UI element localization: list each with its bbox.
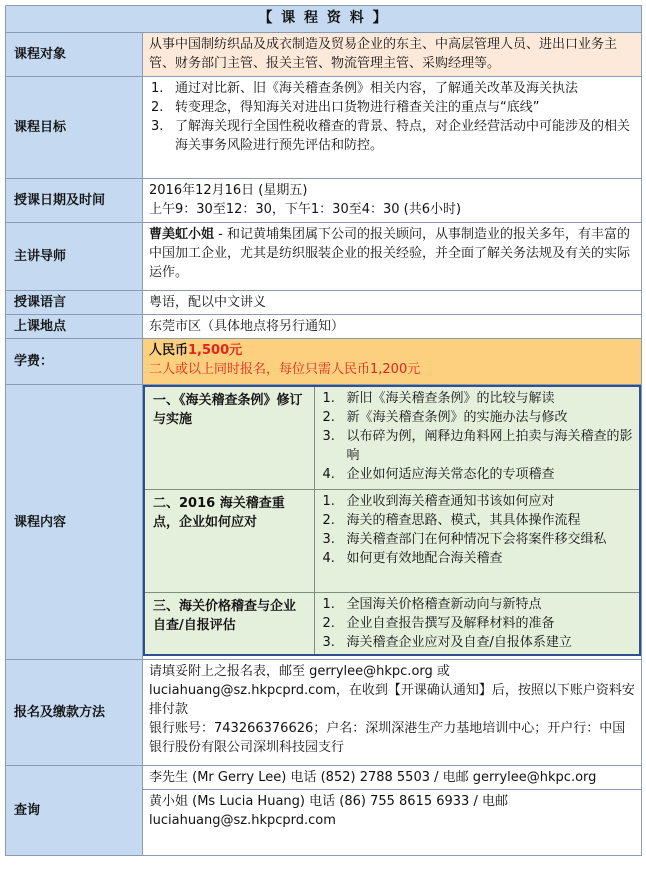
fee-cell [143, 339, 642, 385]
objectives-label: 课程目标 [6, 77, 143, 179]
content-cell [143, 385, 642, 660]
enquiry-cell [143, 766, 642, 856]
module-item: 3. 海关稽查部门在何种情况下会将案件移交缉私 [322, 531, 607, 547]
audience-text: 从事中国制纺织品及成衣制造及贸易企业的东主、中高层管理人员、进出口业务主管、财务部门主管、报关主管、物流管理主管、采购经理等。 [143, 33, 642, 77]
instructor-label: 主讲导师 [6, 223, 143, 291]
module-item: 2. 新《海关稽查条例》的实施办法与修改 [322, 410, 568, 425]
language-label: 授课语言 [6, 291, 143, 315]
module-title: 一、《海关稽查条例》修订与实施 [144, 386, 314, 489]
sheet-header: 【 课 程 资 料 】 [6, 6, 642, 33]
bank-details: 银行账号：743266376626；户名：深圳深港生产力基地培训中心；开户行：中国银行股份有限公司深圳科技园支行 [149, 721, 626, 755]
audience-label: 课程对象 [6, 33, 143, 77]
registration-label: 报名及缴款方法 [6, 660, 143, 766]
objectives-cell [143, 77, 642, 179]
registration-instructions: 请填妥附上之报名表，邮至 gerrylee@hkpc.org 或 luciahuang@sz.hkpcprd.com，在收到【开课确认通知】后，按照以下账户资料安排付款 [149, 664, 635, 717]
module-item: 4. 企业如何适应海关常态化的专项稽查 [322, 467, 555, 482]
module-item: 4. 如何更有效地配合海关稽查 [322, 550, 503, 566]
module-item: 1. 新旧《海关稽查条例》的比较与解读 [322, 391, 555, 406]
contact-lucia-huang: 黄小姐 (Ms Lucia Huang) 电话 (86) 755 8615 6933 / 电邮 luciahuang@sz.hkpcprd.com [149, 794, 508, 828]
course-info-sheet [5, 5, 641, 856]
schedule-cell [143, 179, 642, 223]
instructor-name: 曹美虹小姐 [149, 227, 215, 242]
enquiry-label: 查询 [6, 766, 143, 856]
instructor-cell [143, 223, 642, 291]
fee-prefix: 人民币 [149, 343, 189, 358]
contact-gerry-lee: 李先生 (Mr Gerry Lee) 电话 (852) 2788 5503 / 电邮 gerrylee@hkpc.org [143, 766, 641, 790]
objectives-list [149, 79, 635, 155]
course-info-table [5, 5, 642, 856]
fee-amount: 1,500元 [188, 343, 243, 358]
language-text: 粤语，配以中文讲义 [143, 291, 642, 315]
module-item: 3. 以布碎为例，阐释边角料网上拍卖与海关稽查的影响 [322, 429, 633, 463]
fee-group-discount: 二人或以上同时报名，每位只需人民币1,200元 [149, 362, 421, 377]
venue-label: 上课地点 [6, 315, 143, 339]
objective-item: 3. 了解海关现行全国性税收稽查的背景、特点，对企业经营活动中可能涉及的相关海关事务风险进行预先评估和防控。 [151, 119, 631, 153]
module-item: 1. 企业收到海关稽查通知书该如何应对 [322, 493, 555, 509]
schedule-label: 授课日期及时间 [6, 179, 143, 223]
module-items [321, 492, 634, 568]
module-item: 2. 企业自查报告撰写及解释材料的准备 [322, 615, 555, 631]
venue-text: 东莞市区（具体地点将另行通知） [143, 315, 642, 339]
module-item: 3. 海关稽查企业应对及自查/自报体系建立 [322, 634, 572, 650]
content-label: 课程内容 [6, 385, 143, 660]
registration-cell [143, 660, 642, 766]
module-title: 二、2016 海关稽查重点，企业如何应对 [144, 489, 314, 592]
module-item: 1. 全国海关价格稽查新动向与新特点 [322, 596, 542, 612]
fee-label: 学费： [6, 339, 143, 385]
instructor-bio: - 和记黄埔集团属下公司的报关顾问，从事制造业的报关多年，有丰富的中国加工企业，尤其是纺织服装企业的报关经验，并全面了解关务法规及有关的实际运作。 [149, 227, 631, 280]
schedule-date: 2016年12月16日 (星期五) [149, 183, 308, 198]
module-items [321, 389, 634, 484]
module-item: 2. 海关的稽查思路、模式，其具体操作流程 [322, 512, 581, 528]
module-items [321, 595, 634, 652]
module-title: 三、海关价格稽查与企业自查/自报评估 [144, 592, 314, 655]
modules-table [143, 385, 641, 656]
schedule-time: 上午9：30至12：30，下午1：30至4：30 (共6小时) [149, 202, 462, 217]
objective-item: 1. 通过对比新、旧《海关稽查条例》相关内容，了解通关改革及海关执法 [151, 81, 579, 96]
objective-item: 2. 转变理念，得知海关对进出口货物进行稽查关注的重点与“底线” [151, 100, 540, 115]
